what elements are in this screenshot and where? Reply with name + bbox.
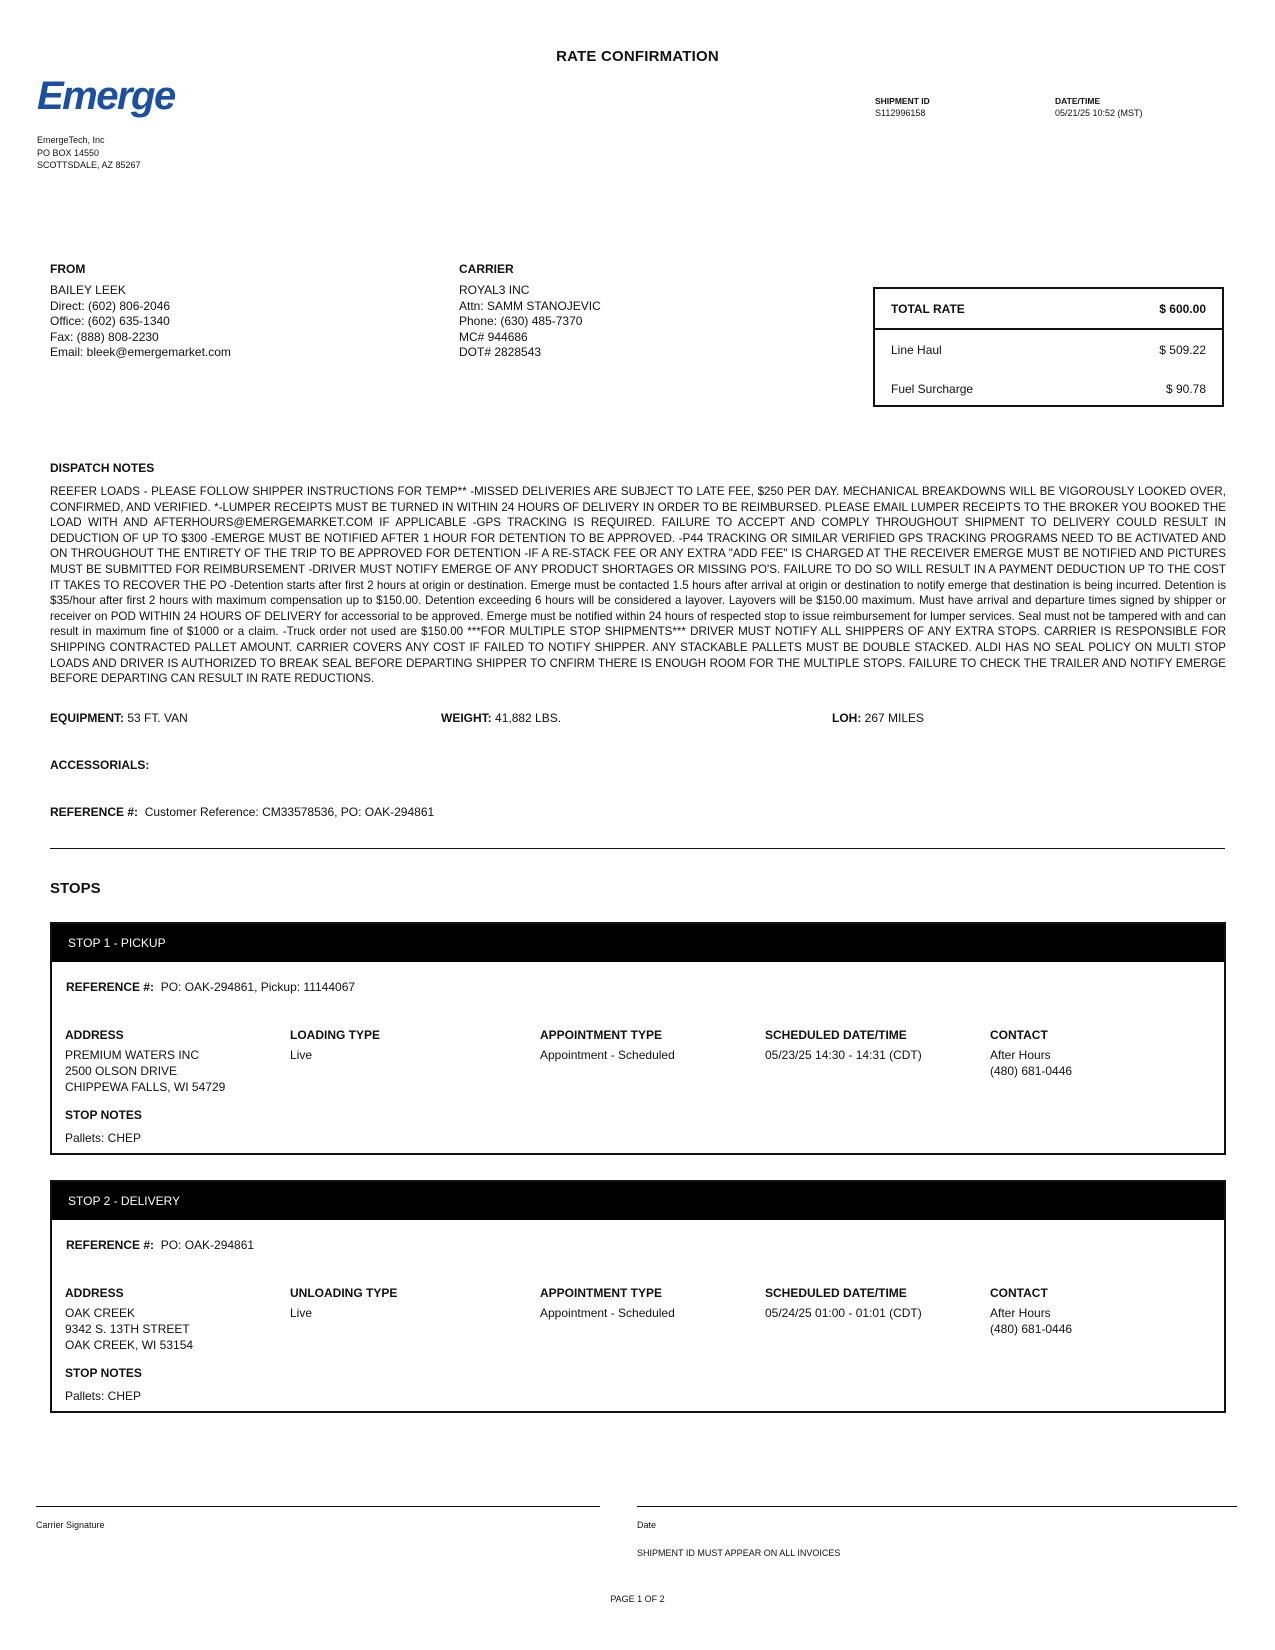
stop-reference-value: PO: OAK-294861 (160, 1238, 255, 1252)
stop-address (65, 1028, 225, 1095)
weight-value: 41,882 LBS. (495, 711, 562, 725)
fuel-surcharge-label: Fuel Surcharge (891, 381, 974, 396)
stops-heading: STOPS (50, 880, 101, 897)
stop-appointment-type-value: Appointment - Scheduled (540, 1048, 675, 1062)
stop-header: STOP 1 - PICKUP (52, 924, 1224, 962)
stop-notes-value: Pallets: CHEP (65, 1389, 142, 1403)
stop-appointment-type (540, 1286, 675, 1321)
carrier-line: ROYAL3 INC (459, 283, 530, 297)
stop-contact-label: CONTACT (990, 1286, 1048, 1300)
stop-notes (65, 1108, 142, 1146)
accessorials-label: ACCESSORIALS: (50, 758, 150, 772)
stop-address-label: ADDRESS (65, 1028, 124, 1042)
company-name: EmergeTech, Inc (37, 135, 105, 145)
fuel-surcharge-row (875, 369, 1222, 408)
stop-contact-line: (480) 681-0446 (990, 1064, 1073, 1078)
stop-loading-type-label: LOADING TYPE (290, 1028, 381, 1042)
company-address-line-2: SCOTTSDALE, AZ 85267 (37, 160, 141, 170)
stop-address-line: OAK CREEK (65, 1306, 136, 1320)
stop-address-line: CHIPPEWA FALLS, WI 54729 (65, 1080, 226, 1094)
stop-contact (990, 1028, 1072, 1079)
stop-scheduled-datetime (765, 1028, 922, 1063)
stop-reference-value: PO: OAK-294861, Pickup: 11144067 (160, 980, 356, 994)
company-address (37, 134, 141, 172)
reference-label: REFERENCE #: (50, 805, 139, 819)
stop-appointment-type-label: APPOINTMENT TYPE (540, 1028, 663, 1042)
carrier-section (459, 262, 601, 361)
stop-contact-line: After Hours (990, 1048, 1051, 1062)
carrier-line: MC# 944686 (459, 329, 528, 344)
from-line: Direct: (602) 806-2046 (50, 298, 171, 313)
stop-reference-label: REFERENCE #: (66, 980, 155, 994)
from-line: BAILEY LEEK (50, 283, 126, 297)
stop-notes-label: STOP NOTES (65, 1108, 142, 1122)
stop-unloading-type-value: Live (290, 1306, 313, 1320)
stop-address-line: 9342 S. 13TH STREET (65, 1322, 190, 1336)
carrier-heading: CARRIER (459, 262, 514, 276)
stop-appointment-type-value: Appointment - Scheduled (540, 1306, 675, 1320)
line-haul-row (875, 330, 1222, 369)
carrier-line: Phone: (630) 485-7370 (459, 314, 583, 328)
equipment-value: 53 FT. VAN (127, 711, 188, 725)
stop-notes-value: Pallets: CHEP (65, 1131, 142, 1145)
carrier-line: Attn: SAMM STANOJEVIC (459, 298, 601, 313)
carrier-signature-label: Carrier Signature (36, 1520, 105, 1530)
date-label: Date (637, 1520, 657, 1530)
loh-value: 267 MILES (864, 711, 925, 725)
from-line: Office: (602) 635-1340 (50, 314, 170, 328)
loh-label: LOH: (832, 711, 862, 725)
emerge-logo: Emerge (37, 74, 175, 118)
reference-value: Customer Reference: CM33578536, PO: OAK-294861 (144, 805, 435, 819)
stop-reference-label: REFERENCE #: (66, 1238, 155, 1252)
total-rate-row (875, 289, 1222, 330)
stop-appointment-type (540, 1028, 675, 1063)
from-line: Email: bleek@emergemarket.com (50, 345, 231, 359)
stop-header: STOP 2 - DELIVERY (52, 1182, 1224, 1220)
weight-label: WEIGHT: (441, 711, 492, 725)
stop-address-line: OAK CREEK, WI 53154 (65, 1338, 194, 1352)
weight-field (441, 711, 561, 725)
fuel-surcharge-value: $ 90.78 (1165, 381, 1206, 396)
line-haul-value: $ 509.22 (1159, 342, 1206, 357)
stop-scheduled-label: SCHEDULED DATE/TIME (765, 1286, 907, 1300)
stop-card (50, 922, 1226, 1155)
carrier-line: DOT# 2828543 (459, 345, 542, 359)
invoice-note: SHIPMENT ID MUST APPEAR ON ALL INVOICES (637, 1548, 841, 1558)
datetime-label: DATE/TIME (1055, 96, 1101, 106)
shipment-id-label: SHIPMENT ID (875, 96, 930, 106)
shipment-id-block (875, 96, 930, 118)
stop-notes (65, 1366, 142, 1404)
stop-contact-label: CONTACT (990, 1028, 1048, 1042)
datetime-value: 05/21/25 10:52 (MST) (1055, 108, 1143, 118)
accessorials-field (50, 758, 149, 772)
section-divider (50, 848, 1225, 849)
stop-scheduled-label: SCHEDULED DATE/TIME (765, 1028, 907, 1042)
signature-line[interactable] (36, 1506, 600, 1507)
company-address-line-1: PO BOX 14550 (37, 147, 100, 158)
equipment-label: EQUIPMENT: (50, 711, 125, 725)
stop-address-label: ADDRESS (65, 1286, 124, 1300)
page-number: PAGE 1 OF 2 (610, 1594, 665, 1604)
reference-field (50, 805, 434, 819)
line-haul-label: Line Haul (891, 342, 942, 357)
stop-unloading-type-label: UNLOADING TYPE (290, 1286, 398, 1300)
stop-reference (66, 1238, 254, 1252)
stop-contact (990, 1286, 1072, 1337)
dispatch-notes-text: REEFER LOADS - PLEASE FOLLOW SHIPPER INSTRUCTIONS FOR TEMP** -MISSED DELIVERIES ARE SUBJECT TO LATE FEE, $250 PER DAY. MECHANICAL BREAKDOWNS WILL BE VIGOROUSLY LOOKED OVER, CONFIRMED, AND VERIFIED. *-LUMPER RECEIPTS MUST BE TURNED IN WITHIN 24 HOURS OF DELIVERY IN ORDER TO BE REIMBURSED. PLEASE EMAIL LUMPER RECEIPTS TO THE BROKER YOU BOOKED THE LOAD WITH AND AFTERHOURS@EMERGEMARKET.COM IF APPLICABLE -GPS TRACKING IS REQUIRED. FAILURE TO ACCEPT AND COMPLY THROUGHOUT SHIPMENT TO DELIVERY COULD RESULT IN DEDUCTION OF UP TO $300 -EMERGE MUST BE NOTIFIED AFTER 1 HOUR FOR DETENTION TO BE APPROVED. -P44 TRACKING OR SIMILAR VERIFIED GPS TRACKING PROGRAMS NEED TO BE ACTIVATED AND ON THROUGHOUT THE ENTIRETY OF THE TRIP TO BE APPROVED FOR DETENTION -IF A RE-STACK FEE OR ANY EXTRA "ADD FEE" IS CHARGED AT THE RECEIVER EMERGE MUST BE NOTIFIED AND PICTURES MUST BE SUBMITTED FOR REIMBURSEMENT -DRIVER MUST NOTIFY EMERGE OF ANY PRODUCT SHORTAGES OR MISSING PO'S. FAILURE TO DO SO WILL RESULT IN A PAYMENT DEDUCTION UP TO THE COST IT TAKES TO RECOVER THE PO -Detention starts after first 2 hours at origin or destination. Emerge must be contacted 1.5 hours after arrival at origin or destination to notify emerge that destination is being incurred. Detention is $35/hour after first 2 hours with maximum compensation up to $150.00. Detention exceeding 6 hours will be considered a layover. Layovers will be $150.00 maximum. Must have arrival and departure times signed by shipper or receiver on POD WITHIN 24 HOURS OF DELIVERY for accessorial to be approved. Emerge must be notified within 24 hours of respected stop to issue reimbursement for lumper services. Seal must not be tampered with and can result in maximum fine of $1000 or a claim. -Truck order not used are $150.00 ***FOR MULTIPLE STOP SHIPMENTS*** DRIVER MUST NOTIFY ALL SHIPPERS OF ANY EXTRA STOPS. CARRIER IS RESPONSIBLE FOR SHIPPING CONTRACTED PALLET AMOUNT. CARRIER COVERS ANY COST IF FAILED TO NOTIFY SHIPPER. ANY STACKABLE PALLETS MUST BE DOUBLE STACKED. ALDI HAS NO SEAL POLICY ON MULTI STOP LOADS AND DRIVER IS AUTHORIZED TO BREAK SEAL BEFORE DEPARTING SHIPPER TO CNFIRM THERE IS ENOUGH ROOM FOR THE MULTIPLE STOPS. FAILURE TO CHECK THE TRAILER AND NOTIFY EMERGE BEFORE DEPARTING CAN RESULT IN RATE REDUCTIONS. (50, 485, 1226, 686)
stop-contact-line: After Hours (990, 1306, 1051, 1320)
from-line: Fax: (888) 808-2230 (50, 329, 159, 344)
datetime-block (1055, 96, 1143, 118)
stop-address (65, 1286, 193, 1353)
stop-scheduled-value: 05/24/25 01:00 - 01:01 (CDT) (765, 1306, 922, 1320)
from-section (50, 262, 231, 361)
total-rate-value: $ 600.00 (1159, 301, 1206, 316)
loh-field (832, 711, 924, 725)
equipment-field (50, 711, 188, 725)
dispatch-notes-heading: DISPATCH NOTES (50, 461, 155, 475)
document-title: RATE CONFIRMATION (556, 48, 719, 65)
total-rate-label: TOTAL RATE (891, 301, 965, 316)
shipment-id-value: S112996158 (875, 108, 926, 118)
stop-contact-line: (480) 681-0446 (990, 1322, 1073, 1336)
stop-card (50, 1180, 1226, 1413)
stop-address-line: PREMIUM WATERS INC (65, 1048, 199, 1062)
stop-notes-label: STOP NOTES (65, 1366, 142, 1380)
stop-address-line: 2500 OLSON DRIVE (65, 1064, 178, 1078)
from-heading: FROM (50, 262, 86, 276)
stop-scheduled-value: 05/23/25 14:30 - 14:31 (CDT) (765, 1048, 922, 1062)
stop-unloading-type (290, 1286, 397, 1321)
stop-appointment-type-label: APPOINTMENT TYPE (540, 1286, 663, 1300)
stop-reference (66, 980, 355, 994)
date-line[interactable] (637, 1506, 1237, 1507)
stop-loading-type-value: Live (290, 1048, 313, 1062)
stop-loading-type (290, 1028, 380, 1063)
stop-scheduled-datetime (765, 1286, 922, 1321)
rate-summary-box (873, 287, 1224, 407)
